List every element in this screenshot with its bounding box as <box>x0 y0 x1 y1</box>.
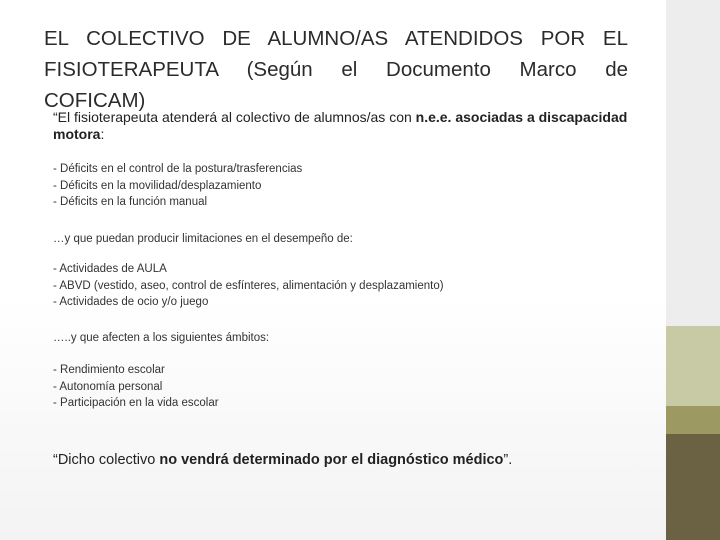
closing-suffix: ”. <box>503 452 513 468</box>
deficits-list <box>53 161 613 211</box>
closing-bold: no vendrá determinado por el diagnóstico médico <box>159 452 504 468</box>
list-item: - Déficits en la función manual <box>53 196 208 208</box>
list-item: - Rendimiento escolar <box>53 364 165 376</box>
slide-title <box>44 23 628 116</box>
quote-prefix: “El fisioterapeuta atenderá al colectivo de alumnos/as con <box>53 109 416 125</box>
closing-quote <box>53 451 628 469</box>
sidebar-band-light <box>666 0 720 326</box>
list-item: - ABVD (vestido, aseo, control de esfínteres, alimentación y desplazamiento) <box>53 279 444 292</box>
list-item: - Participación en la vida escolar <box>53 397 219 409</box>
list-item: - Déficits en la movilidad/desplazamiento <box>53 179 262 192</box>
list-item: - Déficits en el control de la postura/trasferencias <box>53 163 303 175</box>
definition-quote <box>53 109 628 143</box>
closing-prefix: “Dicho colectivo <box>53 452 160 468</box>
list-item: - Actividades de ocio y/o juego <box>53 296 209 308</box>
quote-suffix: : <box>100 126 105 142</box>
limitaciones-lead: …y que puedan producir limitaciones en el desempeño de: <box>53 233 353 245</box>
title-line-1: EL COLECTIVO DE ALUMNO/AS ATENDIDOS POR EL <box>44 27 628 50</box>
list-item: - Autonomía personal <box>53 380 163 393</box>
sidebar-band-dark <box>666 434 720 540</box>
quote-bold: n.e.e. asociadas a discapacidad motora <box>53 109 628 142</box>
ambitos-list <box>53 362 613 412</box>
actividades-list <box>53 261 613 311</box>
ambitos-lead: …..y que afecten a los siguientes ámbitos: <box>53 332 270 344</box>
title-line-2: FISIOTERAPEUTA (Según el Documento Marco de COFICAM) <box>44 58 628 112</box>
sidebar-band-olive <box>666 406 720 434</box>
decorative-sidebar <box>666 0 720 540</box>
sidebar-band-pale-olive <box>666 326 720 406</box>
list-item: - Actividades de AULA <box>53 263 167 275</box>
